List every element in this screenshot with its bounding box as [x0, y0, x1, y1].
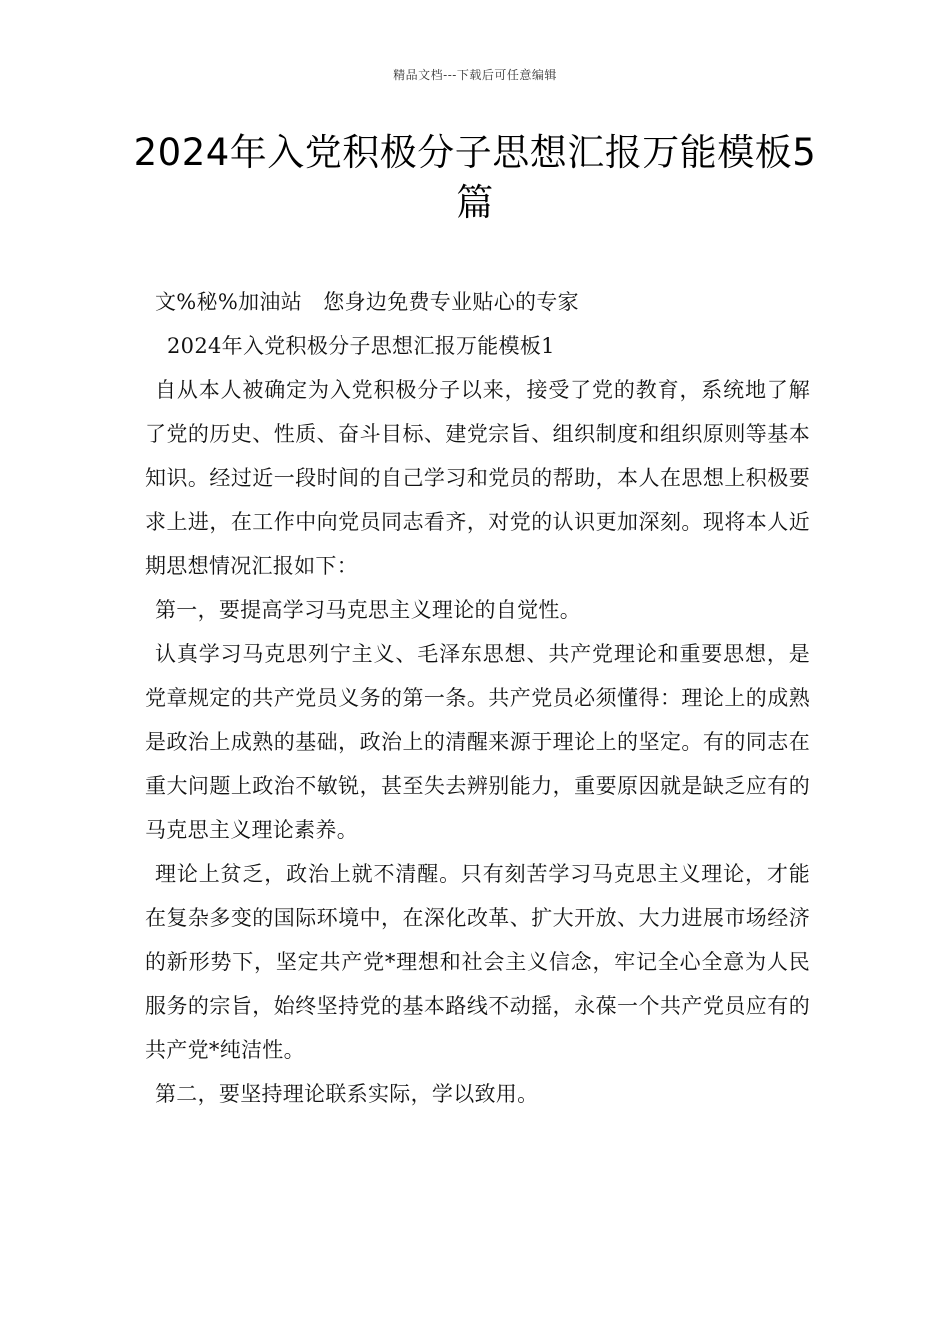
paragraph-point-one: 第一，要提高学习马克思主义理论的自觉性。 — [155, 598, 581, 622]
document-title: 2024年入党积极分子思想汇报万能模板5篇 — [133, 131, 817, 224]
paragraph-intro: 自从本人被确定为入党积极分子以来，接受了党的教育，系统地了解了党的历史、性质、奋斗目标、建党宗旨、组织制度和组织原则等基本知识。经过近一段时间的自己学习和党员的帮助，本人在思想上积极要求上进，在工作中向党员同志看齐，对党的认识更加深刻。现将本人近期思想情况汇报如下： — [145, 378, 810, 578]
paragraph-source-note: 文%秘%加油站 您身边免费专业贴心的专家 — [155, 290, 579, 314]
paragraph-point-two: 第二，要坚持理论联系实际，学以致用。 — [155, 1082, 539, 1106]
paragraph-body-2: 理论上贫乏，政治上就不清醒。只有刻苦学习马克思主义理论，才能在复杂多变的国际环境中，在深化改革、扩大开放、大力进展市场经济的新形势下，坚定共产党*理想和社会主义信念，牢记全心全意为人民服务的宗旨，始终坚持党的基本路线不动摇，永葆一个共产党员应有的共产党*纯洁性。 — [145, 862, 810, 1062]
document-body — [145, 280, 810, 1116]
paragraph-section-heading: 2024年入党积极分子思想汇报万能模板1 — [167, 334, 555, 358]
page-header-note: 精品文档---下载后可任意编辑 — [393, 68, 557, 82]
paragraph-body-1: 认真学习马克思列宁主义、毛泽东思想、共产党理论和重要思想，是党章规定的共产党员义务的第一条。共产党员必须懂得：理论上的成熟是政治上成熟的基础，政治上的清醒来源于理论上的坚定。有的同志在重大问题上政治不敏锐，甚至失去辨别能力，重要原因就是缺乏应有的马克思主义理论素养。 — [145, 642, 810, 842]
